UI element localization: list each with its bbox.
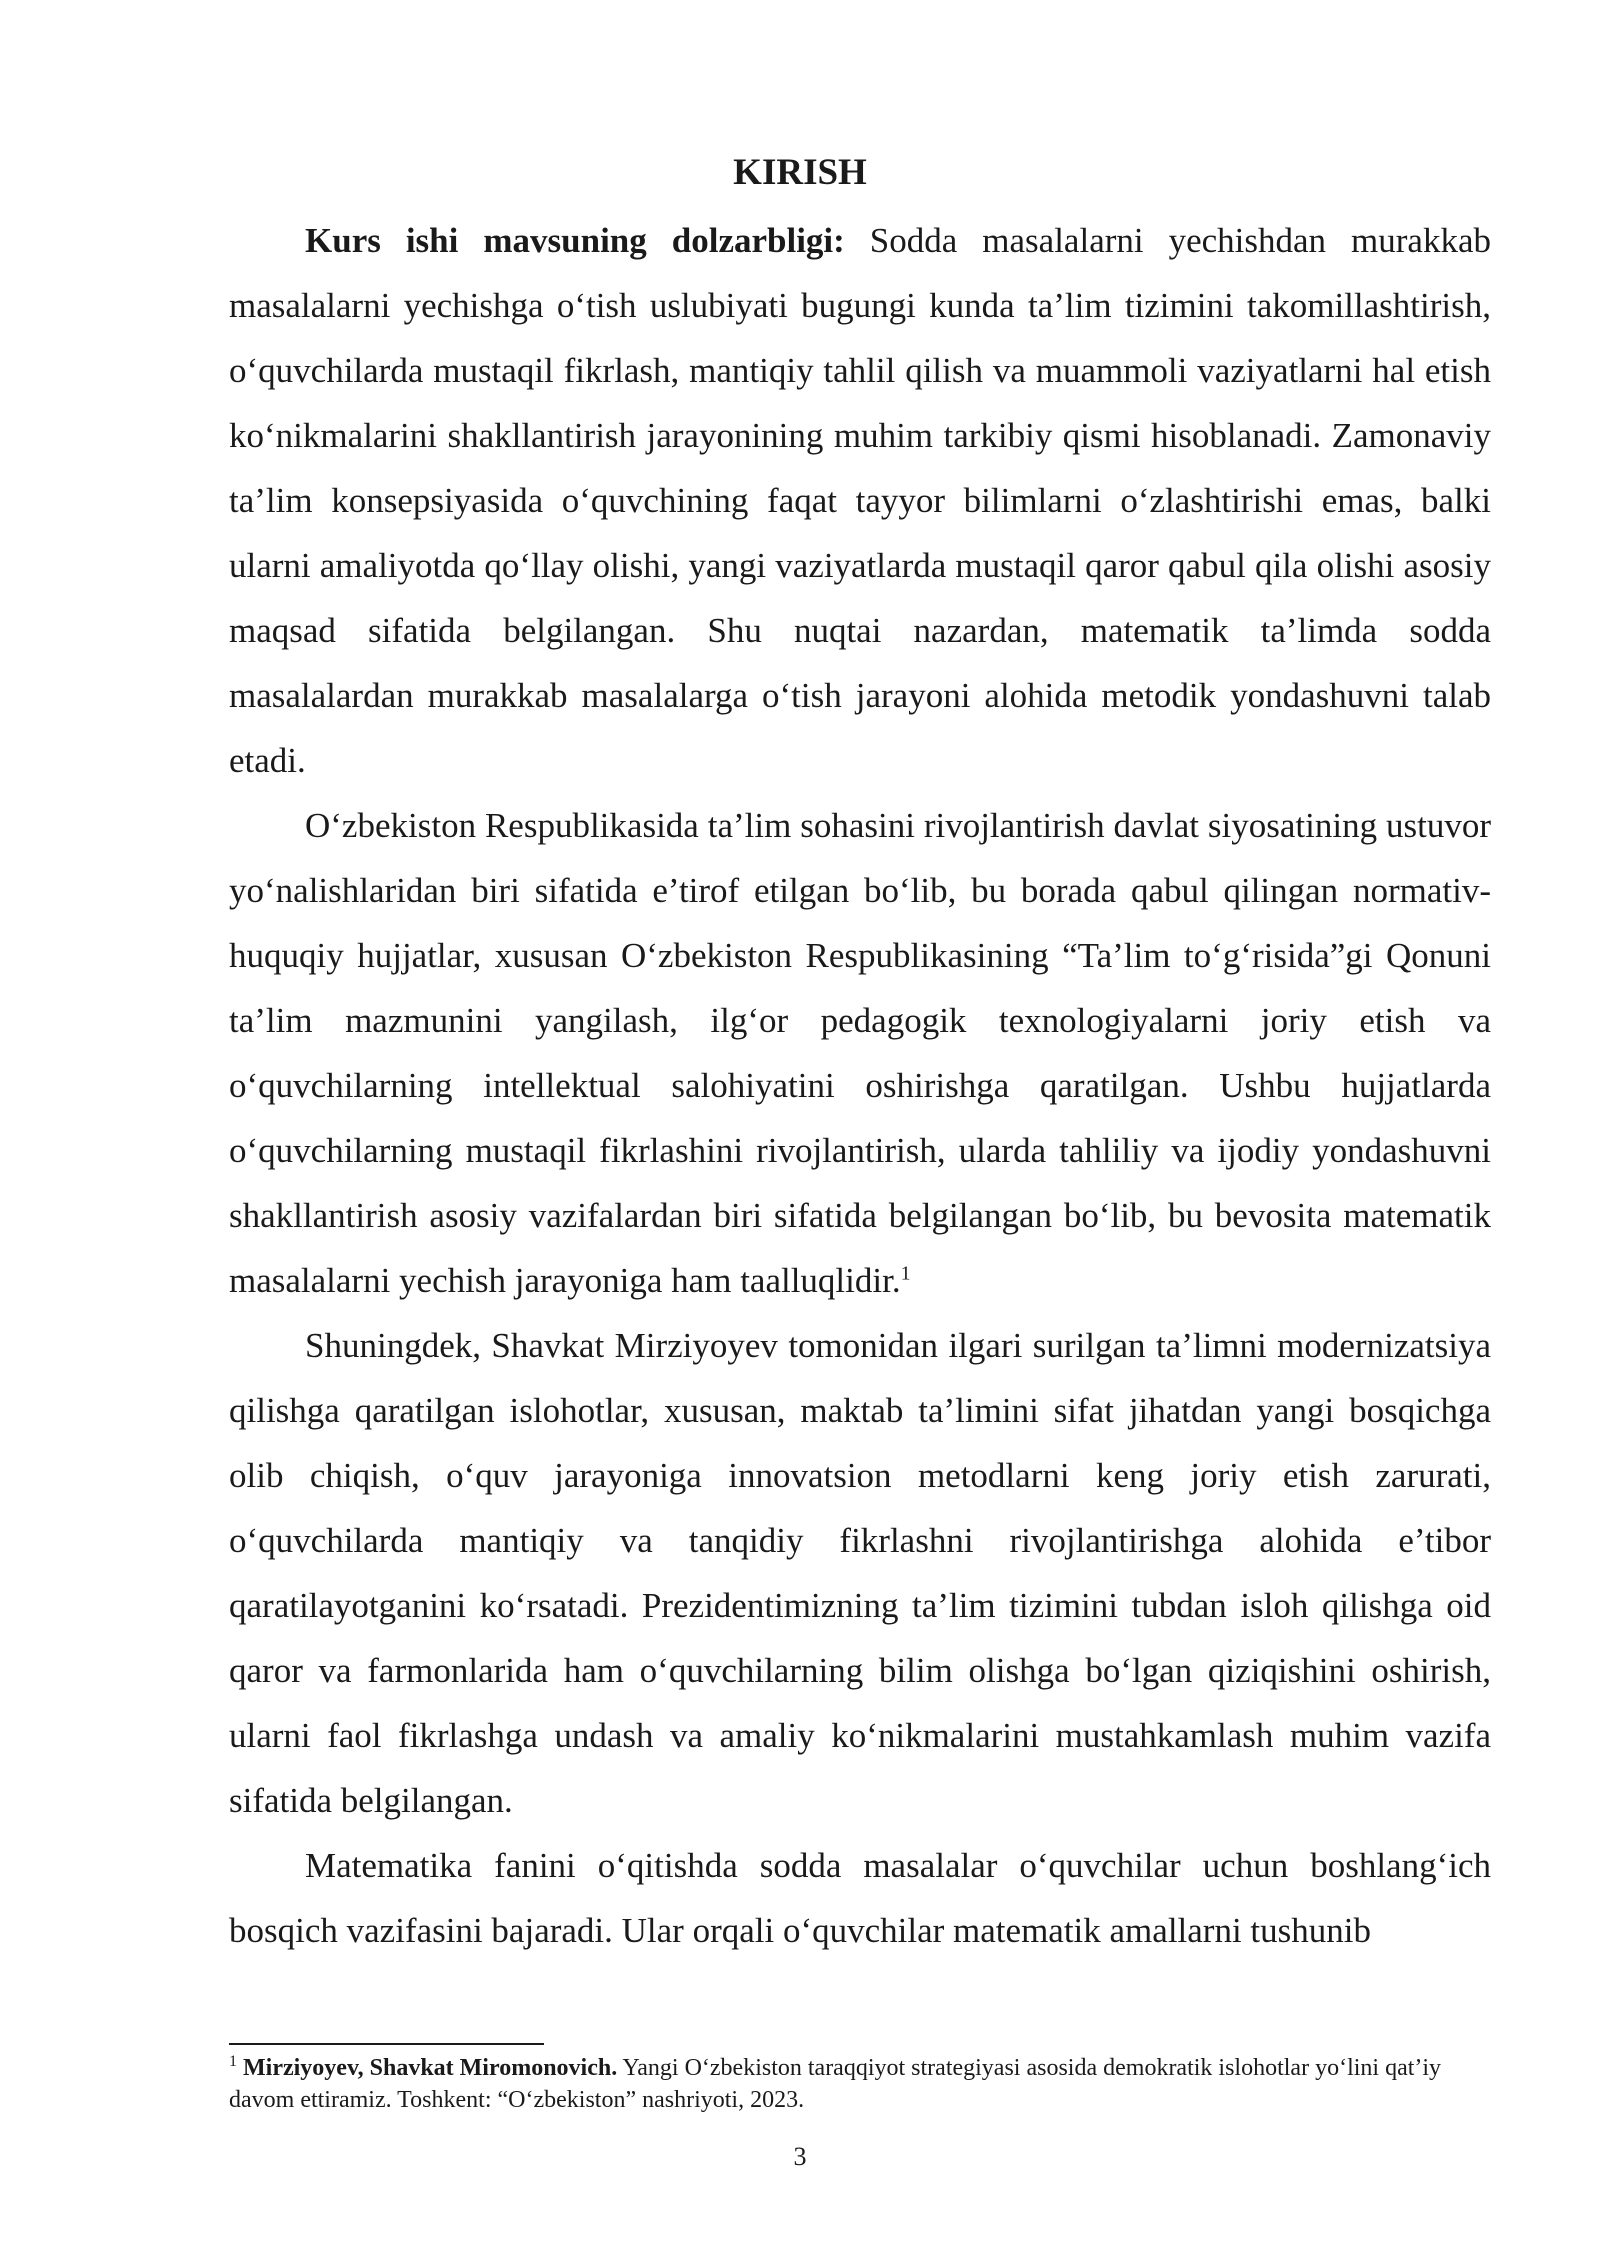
section-title: KIRISH <box>733 152 867 193</box>
footnote-marker: 1 <box>229 2053 237 2070</box>
paragraph-mathematics <box>229 1833 1491 1963</box>
footnote-separator <box>229 2043 544 2045</box>
paragraph-relevance <box>229 208 1491 793</box>
paragraph-legislation <box>229 793 1491 1313</box>
footnote-text: Yangi O‘zbekiston taraqqiyot strategiyasi asosida demokratik islohotlar yo‘lini qat’iy davom ettiramiz. Toshkent: “O‘zbekiston” nashriyoti, 2023. <box>229 2055 1442 2113</box>
body-text <box>229 208 1491 1963</box>
paragraph-text: Sodda masalalarni yechishdan murakkab masalalarni yechishga o‘tish uslubiyati bugungi kunda ta’lim tizimini takomillashtirish, o‘quvchilarda mustaqil fikrlash, mantiqiy tahlil qilish va muammoli vaziyatlarni hal etish ko‘nikmalarini shakllantirish jarayonining muhim tarkibiy qismi hisoblanadi. Zamonaviy ta’lim konsepsiyasida o‘quvchining faqat tayyor bilimlarni o‘zlashtirishi emas, balki ularni amaliyotda qo‘llay olishi, yangi vaziyatlarda mustaqil qaror qabul qila olishi asosiy maqsad sifatida belgilangan. Shu nuqtai nazardan, matematik ta’limda sodda masalalardan murakkab masalalarga o‘tish jarayoni alohida metodik yondashuvni talab etadi. <box>229 221 1491 780</box>
footnote-reference[interactable]: 1 <box>900 1262 911 1285</box>
paragraph-text: Shuningdek, Shavkat Mirziyoyev tomonidan ilgari surilgan ta’limni modernizatsiya qilishga qaratilgan islohotlar, xususan, maktab ta’limini sifat jihatdan yangi bosqichga olib chiqish, o‘quv jarayoniga innovatsion metodlarni keng joriy etish zarurati, o‘quvchilarda mantiqiy va tanqidiy fikrlashni rivojlantirishga alohida e’tibor qaratilayotganini ko‘rsatadi. Prezidentimizning ta’lim tizimini tubdan isloh qilishga oid qaror va farmonlarida ham o‘quvchilarning bilim olishga bo‘lgan qiziqishini oshirish, ularni faol fikrlashga undash va amaliy ko‘nikmalarini mustahkamlash muhim vazifa sifatida belgilangan. <box>229 1326 1491 1820</box>
paragraph-text: O‘zbekiston Respublikasida ta’lim sohasini rivojlantirish davlat siyosatining ustuvor yo‘nalishlaridan biri sifatida e’tirof etilgan bo‘lib, bu borada qabul qilingan normativ-huquqiy hujjatlar, xususan O‘zbekiston Respublikasining “Ta’lim to‘g‘risida”gi Qonuni ta’lim mazmunini yangilash, ilg‘or pedagogik texnologiyalarni joriy etish va o‘quvchilarning intellektual salohiyatini oshirishga qaratilgan. Ushbu hujjatlarda o‘quvchilarning mustaqil fikrlashini rivojlantirish, ularda tahliliy va ijodiy yondashuvni shakllantirish asosiy vazifalardan biri sifatida belgilangan bo‘lib, bu bevosita matematik masalalarni yechish jarayoniga ham taalluqlidir. <box>229 806 1491 1300</box>
page-number: 3 <box>793 2142 807 2171</box>
footnote-author: Mirziyoyev, Shavkat Miromonovich. <box>243 2055 618 2081</box>
paragraph-reforms <box>229 1313 1491 1833</box>
paragraph-text: Matematika fanini o‘qitishda sodda masalalar o‘quvchilar uchun boshlang‘ich bosqich vazifasini bajaradi. Ular orqali o‘quvchilar matematik amallarni tushunib <box>229 1846 1491 1950</box>
paragraph-lead-label: Kurs ishi mavsuning dolzarbligi: <box>305 221 845 260</box>
footnote <box>229 2052 1491 2116</box>
